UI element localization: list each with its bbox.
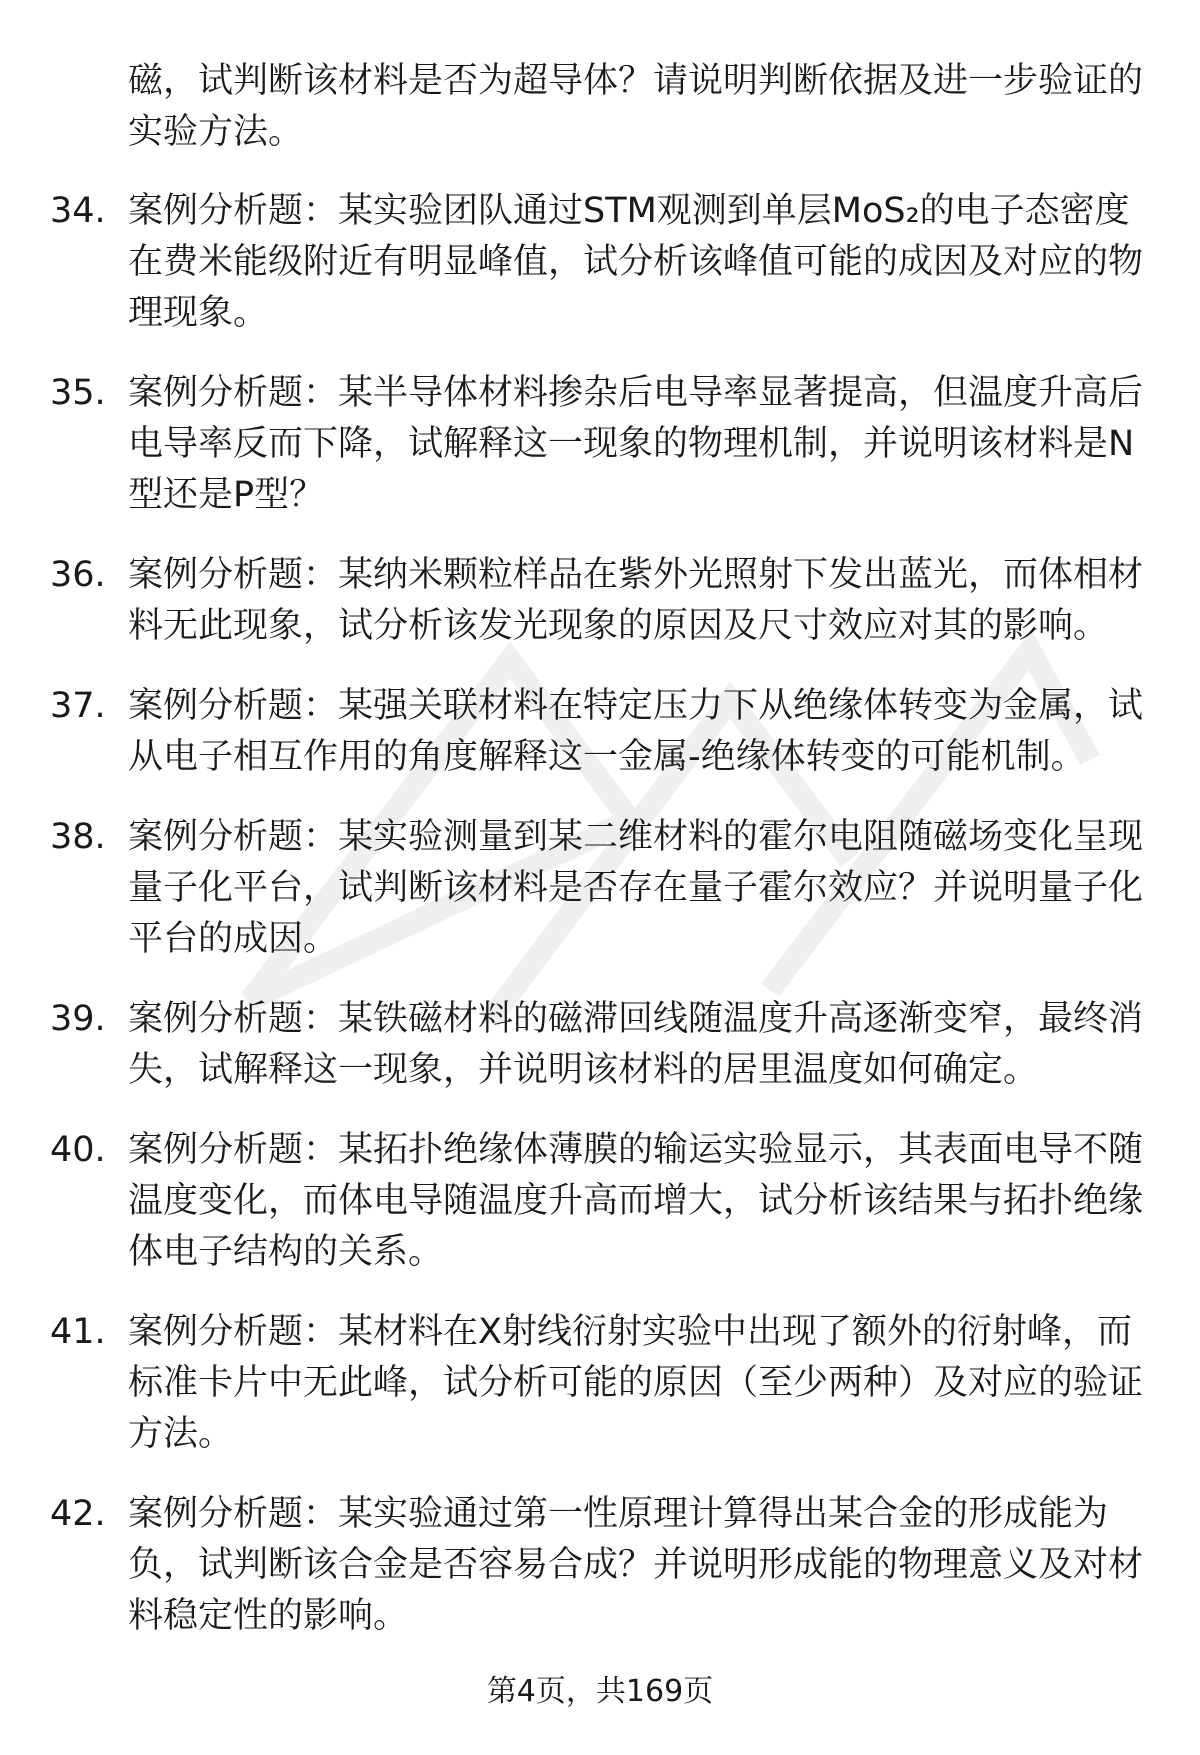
question-item [50,368,1150,521]
page-number: 第4页，共169页 [486,1674,714,1709]
question-number: 35. [50,373,106,413]
question-text: 案例分析题：某实验通过第一性原理计算得出某合金的形成能为负，试判断该合金是否容易合成？并说明形成能的物理意义及对材料稳定性的影响。 [128,1494,1144,1636]
question-item [50,994,1150,1096]
question-number: 38. [50,817,106,857]
question-item [50,681,1150,783]
question-number: 40. [50,1130,106,1170]
question-text: 案例分析题：某材料在X射线衍射实验中出现了额外的衍射峰，而标准卡片中无此峰，试分析可能的原因（至少两种）及对应的验证方法。 [128,1312,1144,1454]
question-item [50,1125,1150,1278]
question-list [0,56,1200,1671]
question-item [50,1489,1150,1642]
question-text: 案例分析题：某实验团队通过STM观测到单层MoS₂的电子态密度在费米能级附近有明显峰值，试分析该峰值可能的成因及对应的物理现象。 [128,191,1144,333]
question-item [50,1307,1150,1460]
question-text: 案例分析题：某强关联材料在特定压力下从绝缘体转变为金属，试从电子相互作用的角度解释这一金属-绝缘体转变的可能机制。 [128,686,1144,777]
question-text: 案例分析题：某实验测量到某二维材料的霍尔电阻随磁场变化呈现量子化平台，试判断该材料是否存在量子霍尔效应？并说明量子化平台的成因。 [128,817,1144,959]
question-number: 39. [50,999,106,1039]
question-number: 34. [50,191,106,231]
question-text: 案例分析题：某拓扑绝缘体薄膜的输运实验显示，其表面电导不随温度变化，而体电导随温度升高而增大，试分析该结果与拓扑绝缘体电子结构的关系。 [128,1130,1144,1272]
question-item [50,550,1150,652]
question-number: 36. [50,555,106,595]
question-number: 41. [50,1312,106,1352]
question-text: 案例分析题：某半导体材料掺杂后电导率显著提高，但温度升高后电导率反而下降，试解释这一现象的物理机制，并说明该材料是N型还是P型？ [128,373,1144,515]
continued-paragraph: 磁，试判断该材料是否为超导体？请说明判断依据及进一步验证的实验方法。 [128,61,1144,152]
question-item [50,186,1150,339]
question-number: 37. [50,686,106,726]
question-number: 42. [50,1494,106,1534]
question-text: 案例分析题：某纳米颗粒样品在紫外光照射下发出蓝光，而体相材料无此现象，试分析该发光现象的原因及尺寸效应对其的影响。 [128,555,1144,646]
question-text: 案例分析题：某铁磁材料的磁滞回线随温度升高逐渐变窄，最终消失，试解释这一现象，并说明该材料的居里温度如何确定。 [128,999,1144,1090]
question-item [50,812,1150,965]
